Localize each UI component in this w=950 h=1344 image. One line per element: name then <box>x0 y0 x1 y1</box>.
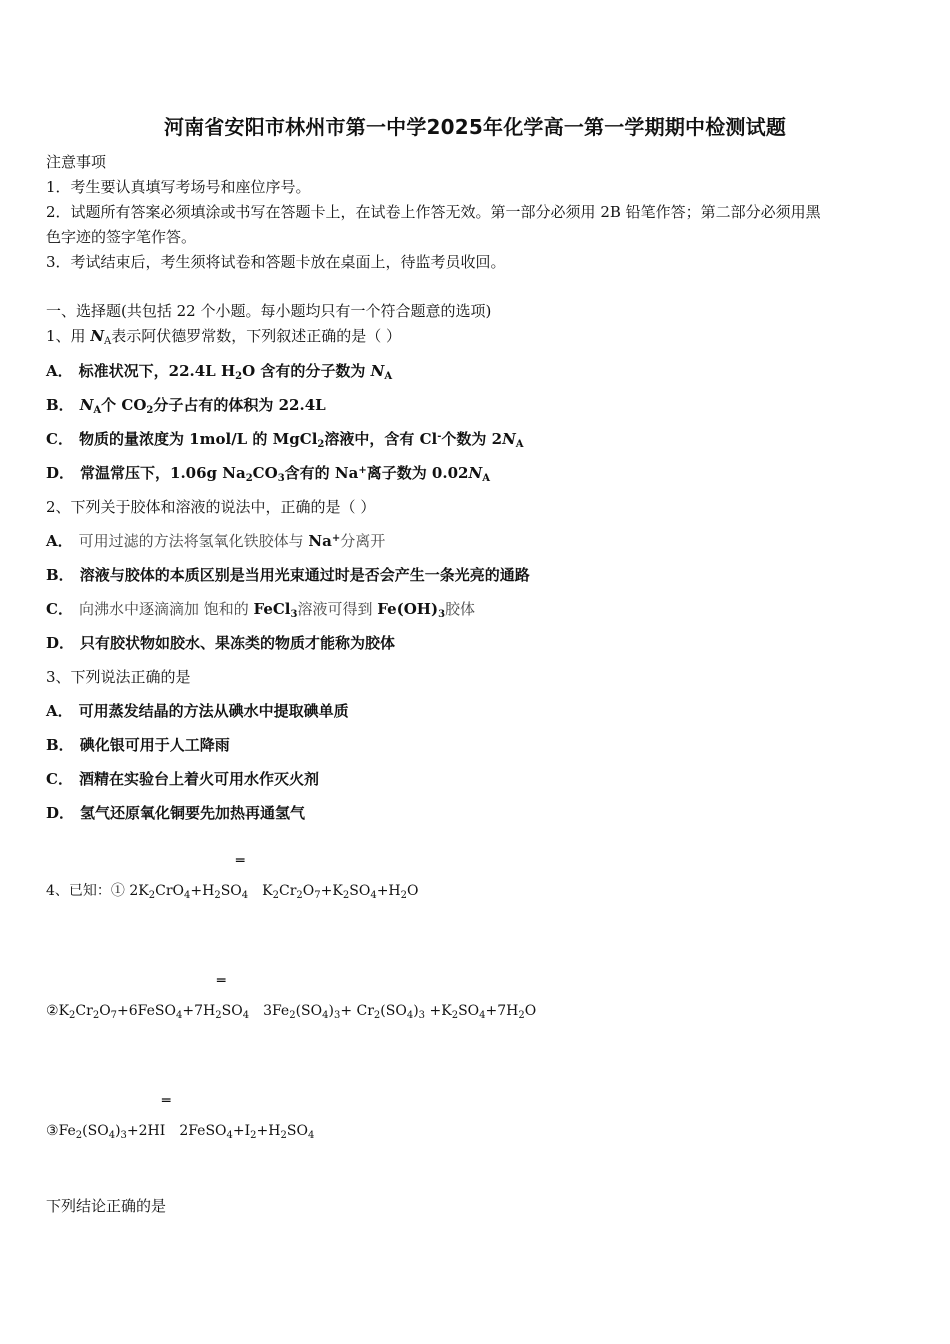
product: ) <box>328 1003 334 1019</box>
option-text: 分离开 <box>340 532 386 550</box>
subscript: 3 <box>277 473 285 484</box>
reaction-prefix: ③ <box>46 1123 59 1139</box>
question-3-stem: 3、下列说法正确的是 <box>46 668 191 686</box>
reactant: K <box>58 1003 70 1019</box>
option-label: A． <box>46 362 73 380</box>
reactant: +H <box>190 883 215 899</box>
subscript: 2 <box>272 890 280 901</box>
subscript: 2 <box>245 473 253 484</box>
subscript: 4 <box>479 1010 486 1021</box>
option-text: 分子占有的体积为 22.4L <box>153 396 326 414</box>
option-text: 可用过滤的方法将氢氧化铁胶体与 <box>78 532 309 550</box>
subscript: 3 <box>290 609 298 620</box>
reaction-prefix: 4、已知：① <box>46 883 125 899</box>
subscript: 2 <box>250 1130 257 1141</box>
question-4-conclusion: 下列结论正确的是 <box>46 1197 167 1215</box>
option-label: A． <box>46 532 73 550</box>
product: K <box>262 883 273 899</box>
subscript: 2 <box>92 1010 100 1021</box>
notice-item: 色字迹的签字笔作答。 <box>46 228 197 246</box>
subscript: 4 <box>406 1010 414 1021</box>
subscript: 2 <box>451 1010 459 1021</box>
option-text: 常温常压下，1.06g Na <box>80 464 246 482</box>
question-1-stem <box>46 326 401 346</box>
option-text: 标准状况下，22.4L H <box>78 362 236 380</box>
subscript: 2 <box>148 890 156 901</box>
subscript: 2 <box>400 890 408 901</box>
question-1-option-c <box>46 429 524 449</box>
option-text: 个 CO <box>101 396 147 414</box>
reactant: CrO <box>155 883 185 899</box>
option-text: 可用蒸发结晶的方法从碘水中提取碘单质 <box>78 702 349 720</box>
subscript: 4 <box>370 890 377 901</box>
option-text: 氢气还原氧化铜要先加热再通氢气 <box>80 804 306 822</box>
product: +I <box>232 1123 251 1139</box>
option-text: FeCl <box>253 600 291 618</box>
subscript: 7 <box>314 890 321 901</box>
reactant: O <box>99 1003 111 1019</box>
na-symbol: N <box>468 464 483 482</box>
subscript: 4 <box>176 1010 183 1021</box>
option-text: 个数为 2 <box>441 430 503 448</box>
question-4-reaction-3 <box>46 1121 314 1141</box>
product: (SO <box>380 1003 407 1019</box>
product: O <box>407 883 419 899</box>
subscript: 4 <box>307 1130 315 1141</box>
subscript: 4 <box>242 1010 250 1021</box>
question-1-option-a <box>46 361 392 381</box>
reactant: Fe <box>58 1123 76 1139</box>
option-text: 胶体 <box>445 600 476 618</box>
question-3-option-a <box>46 701 349 721</box>
question-4-reaction-1 <box>46 881 419 901</box>
stem-part: 1、用 <box>46 327 91 345</box>
product: SO <box>286 1123 308 1139</box>
option-text: 离子数为 0.02 <box>366 464 469 482</box>
subscript: 3 <box>120 1130 127 1141</box>
subscript: A <box>93 405 102 416</box>
subscript: A <box>384 371 393 382</box>
subscript: 2 <box>296 890 303 901</box>
product: ) <box>413 1003 419 1019</box>
equals-sign: ═ <box>217 973 226 989</box>
option-text: 溶液中，含有 Cl <box>324 430 438 448</box>
reactant: 2K <box>124 883 149 899</box>
subscript: A <box>515 439 524 450</box>
subscript: A <box>482 473 490 484</box>
section-heading: 一、选择题(共包括 22 个小题。每小题均只有一个符合题意的选项) <box>46 302 492 320</box>
subscript: 7 <box>110 1010 118 1021</box>
option-text: O 含有的分子数为 <box>242 362 371 380</box>
subscript: 2 <box>518 1010 525 1021</box>
option-label: A． <box>46 702 73 720</box>
reactant: +2HI <box>126 1123 166 1139</box>
reactant: (SO <box>82 1123 109 1139</box>
question-2-option-d <box>46 633 395 653</box>
question-3-option-d <box>46 803 305 823</box>
option-text: CO <box>252 464 278 482</box>
option-label: B． <box>46 566 74 584</box>
product: +H <box>376 883 401 899</box>
subscript: 2 <box>69 1010 76 1021</box>
product: 2FeSO <box>179 1123 227 1139</box>
question-2-option-a <box>46 531 385 551</box>
product: SO <box>458 1003 480 1019</box>
option-label: C． <box>46 600 73 618</box>
subscript: 2 <box>280 1130 287 1141</box>
option-text: 酒精在实验台上着火可用水作灭火剂 <box>78 770 319 788</box>
option-label: B． <box>46 396 74 414</box>
superscript: + <box>331 533 341 544</box>
subscript: 4 <box>226 1130 233 1141</box>
na-symbol: N <box>502 430 516 448</box>
subscript: 2 <box>342 890 350 901</box>
option-text: Na <box>308 532 332 550</box>
product: Cr <box>279 883 297 899</box>
subscript: 2 <box>235 371 243 382</box>
reactant: Cr <box>75 1003 93 1019</box>
equals-sign: ═ <box>236 853 245 869</box>
reactant: SO <box>221 1003 243 1019</box>
product: O <box>302 883 315 899</box>
option-label: C． <box>46 430 73 448</box>
option-label: D． <box>46 464 75 482</box>
product: 3Fe <box>263 1003 290 1019</box>
question-2-option-b <box>46 565 530 585</box>
subscript: 3 <box>438 609 446 620</box>
question-2-stem: 2、下列关于胶体和溶液的说法中，正确的是（ ） <box>46 498 376 516</box>
reactant: +6FeSO <box>117 1003 176 1019</box>
na-symbol: N <box>90 327 105 345</box>
product: SO <box>349 883 371 899</box>
option-text: 溶液与胶体的本质区别是当用光束通过时是否会产生一条光亮的通路 <box>79 566 530 584</box>
subscript: 2 <box>373 1010 381 1021</box>
option-label: B． <box>46 736 74 754</box>
question-3-option-c <box>46 769 319 789</box>
equals-sign: ═ <box>162 1093 171 1109</box>
subscript: A <box>104 336 112 347</box>
subscript: 4 <box>322 1010 329 1021</box>
stem-part: 表示阿伏德罗常数，下列叙述正确的是（ ） <box>111 327 402 345</box>
notice-item: 3．考试结束后，考生须将试卷和答题卡放在桌面上，待监考员收回。 <box>46 253 506 271</box>
subscript: 3 <box>418 1010 426 1021</box>
question-3-option-b <box>46 735 230 755</box>
subscript: 4 <box>108 1130 116 1141</box>
option-label: C． <box>46 770 73 788</box>
option-label: D． <box>46 634 75 652</box>
subscript: 3 <box>333 1010 341 1021</box>
notice-heading: 注意事项 <box>46 153 107 171</box>
subscript: 4 <box>241 890 249 901</box>
reactant: +7H <box>182 1003 216 1019</box>
product: +K <box>320 883 343 899</box>
notice-item: 1．考生要认真填写考场号和座位序号。 <box>46 178 311 196</box>
subscript: 2 <box>215 1010 222 1021</box>
option-text: 物质的量浓度为 1mol/L 的 MgCl <box>78 430 318 448</box>
page-title: 河南省安阳市林州市第一中学2025年化学高一第一学期期中检测试题 <box>163 115 787 139</box>
option-text: 向沸水中逐滴滴加 饱和的 <box>78 600 254 618</box>
product: +H <box>256 1123 281 1139</box>
option-label: D． <box>46 804 75 822</box>
subscript: 2 <box>317 439 325 450</box>
question-1-option-b <box>46 395 326 415</box>
option-text: 溶液可得到 <box>297 600 378 618</box>
reaction-prefix: ② <box>46 1003 59 1019</box>
product: (SO <box>295 1003 323 1019</box>
subscript: 2 <box>146 405 154 416</box>
option-text: 只有胶状物如胶水、果冻类的物质才能称为胶体 <box>80 634 396 652</box>
notice-item: 2．试题所有答案必须填涂或书写在答题卡上，在试卷上作答无效。第一部分必须用 2B 铅笔作答；第二部分必须用黑 <box>46 203 821 221</box>
na-symbol: N <box>79 396 94 414</box>
subscript: 2 <box>75 1130 83 1141</box>
product: O <box>524 1003 537 1019</box>
na-symbol: N <box>370 362 385 380</box>
product: + Cr <box>340 1003 374 1019</box>
question-4-reaction-2 <box>46 1001 536 1021</box>
superscript: + <box>358 465 367 476</box>
question-1-option-d <box>46 463 490 483</box>
product: +7H <box>485 1003 519 1019</box>
subscript: 2 <box>214 890 221 901</box>
reactant: SO <box>220 883 242 899</box>
question-2-option-c <box>46 599 475 619</box>
subscript: 2 <box>289 1010 296 1021</box>
option-text: 含有的 Na <box>284 464 359 482</box>
subscript: 4 <box>184 890 191 901</box>
option-text: Fe(OH) <box>377 600 439 618</box>
reactant: ) <box>115 1123 121 1139</box>
option-text: 碘化银可用于人工降雨 <box>79 736 230 754</box>
superscript: - <box>437 431 442 442</box>
product: +K <box>425 1003 452 1019</box>
